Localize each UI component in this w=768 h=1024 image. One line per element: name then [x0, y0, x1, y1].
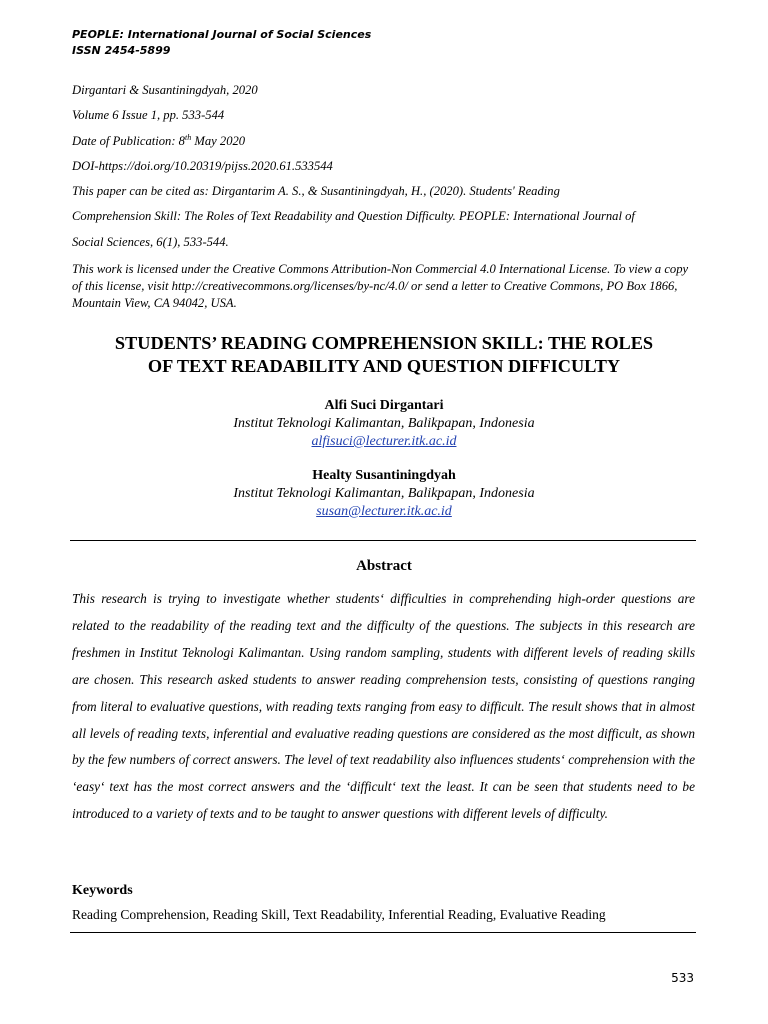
citation-pub-date: Date of Publication: 8th May 2020 [72, 132, 246, 148]
paper-title [72, 332, 696, 378]
section-divider-top [70, 540, 696, 541]
citation-cite-line-1: This paper can be cited as: Dirgantarim A. S., & Susantiningdyah, H., (2020). Students' Reading [72, 184, 560, 199]
section-divider-bottom [70, 932, 696, 933]
license-notice: This work is licensed under the Creative Commons Attribution-Non Commercial 4.0 International License. To view a copy of this license, visit http://creativecommons.org/licenses/by-nc/4.0/ or send a letter to Creative Commons, PO Box 1866, Mountain View, CA 94042, USA. [72, 262, 689, 310]
author-email-link[interactable]: alfisuci@lecturer.itk.ac.id [311, 434, 457, 449]
author-name: Healty Susantiningdyah [312, 468, 456, 483]
author-affiliation: Institut Teknologi Kalimantan, Balikpapan, Indonesia [233, 416, 535, 431]
paper-title-line-2: OF TEXT READABILITY AND QUESTION DIFFICULTY [147, 356, 621, 376]
journal-name: PEOPLE: International Journal of Social Sciences [72, 28, 372, 41]
abstract-text: This research is trying to investigate whether students‘ difficulties in comprehending high-order questions are related to the readability of the reading text and the difficulty of the questions. The subjects in this research are freshmen in Institut Teknologi Kalimantan. Using random sampling, students with different levels of reading skills are chosen. This research asked students to answer reading comprehension tests, consisting of questions ranging from literal to evaluative questions, with reading texts ranging from easy to difficult. The result shows that in almost all levels of reading texts, inferential and evaluative reading questions are considered as the most difficult, as shown by the few numbers of correct answers. The level of text readability also influences students‘ comprehension with the ‘easy‘ text has the most correct answers and the ‘difficult‘ text the least. It can be seen that students need to be introduced to a variety of texts and to be taught to answer questions with different levels of difficulty. [72, 591, 695, 822]
keywords-text: Reading Comprehension, Reading Skill, Text Readability, Inferential Reading, Evaluative Reading [72, 907, 606, 922]
author-list [72, 397, 696, 521]
citation-doi: DOI-https://doi.org/10.20319/pijss.2020.61.533544 [72, 158, 333, 173]
citation-cite-line-3: Social Sciences, 6(1), 533-544. [72, 234, 229, 249]
citation-cite-line-2: Comprehension Skill: The Roles of Text Readability and Question Difficulty. PEOPLE: International Journal of [72, 209, 635, 224]
author-affiliation: Institut Teknologi Kalimantan, Balikpapan, Indonesia [233, 486, 535, 501]
journal-header [72, 27, 371, 59]
page-number: 533 [671, 971, 694, 985]
author-name: Alfi Suci Dirgantari [324, 398, 444, 413]
citation-block [72, 78, 696, 255]
author-email-link[interactable]: susan@lecturer.itk.ac.id [316, 504, 452, 519]
journal-issn: ISSN 2454-5899 [72, 44, 171, 57]
citation-volume: Volume 6 Issue 1, pp. 533-544 [72, 108, 225, 123]
keywords-heading: Keywords [72, 883, 133, 898]
citation-authors-year: Dirgantari & Susantiningdyah, 2020 [72, 83, 258, 97]
paper-title-line-1: STUDENTS’ READING COMPREHENSION SKILL: THE ROLES [114, 333, 654, 353]
abstract-heading: Abstract [356, 558, 412, 574]
